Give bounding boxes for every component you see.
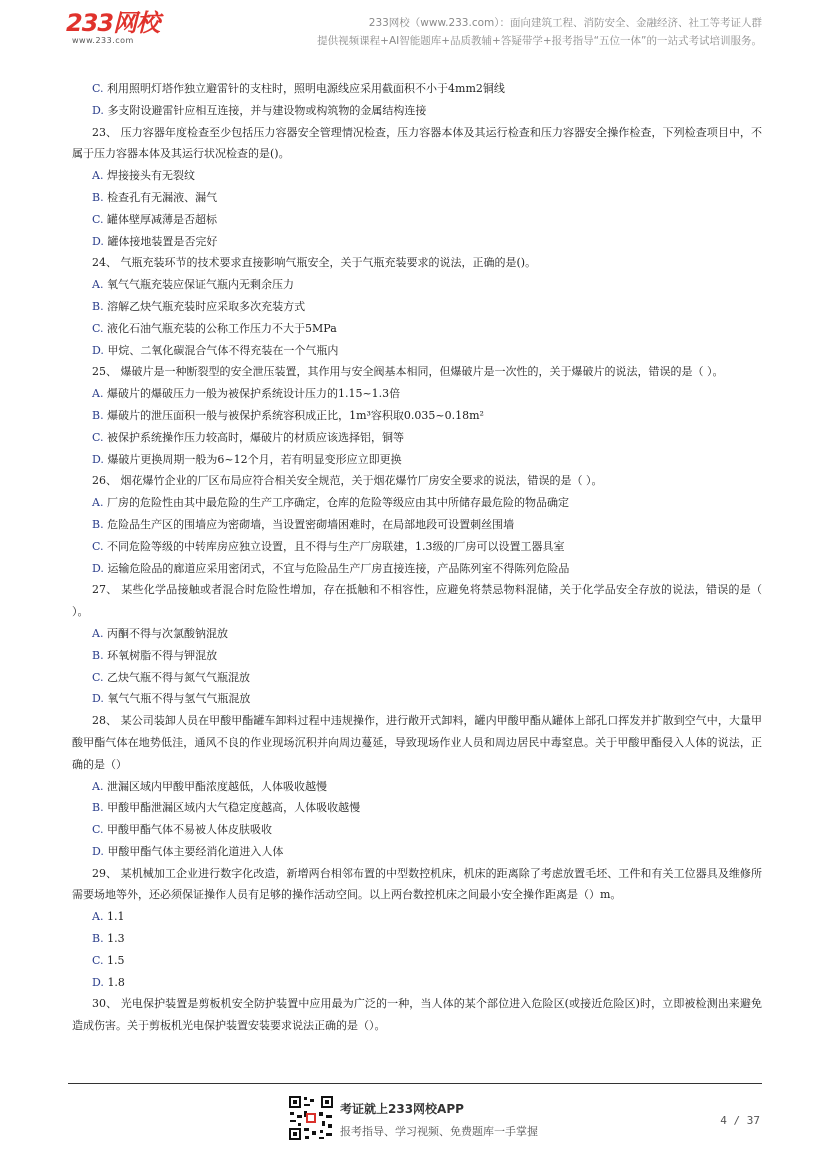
option-text: 不同危险等级的中转库房应独立设置，且不得与生产厂房联建，1.3级的厂房可以设置工器具室 xyxy=(107,539,565,553)
qr-code-icon[interactable] xyxy=(288,1095,334,1141)
answer-option xyxy=(72,274,762,296)
option-text: 1.1 xyxy=(106,910,125,924)
option-text: 爆破片更换周期一般为6~12个月，若有明显变形应立即更换 xyxy=(107,452,402,466)
question-body: 25、 爆破片是一种断裂型的安全泄压装置，其作用与安全阀基本相同，但爆破片是一次性的，关于爆破片的说法，错误的是（ ）。 xyxy=(92,365,724,379)
option-letter: A. xyxy=(92,626,104,640)
header-line-2: 提供视频课程+AI智能题库+品质教辅+答疑带学+报考指导“五位一体”的一站式考试培训服务。 xyxy=(317,35,762,47)
option-letter: D. xyxy=(92,343,104,357)
answer-option xyxy=(72,296,762,318)
option-letter: B. xyxy=(92,801,104,815)
option-letter: D. xyxy=(92,452,104,466)
option-letter: C. xyxy=(92,430,104,444)
answer-option xyxy=(72,841,762,863)
question-text xyxy=(72,122,762,166)
question-body: 27、 某些化学品接触或者混合时危险性增加，存在抵触和不相容性，应避免将禁忌物料混储，关于化学品安全存放的说法，错误的是（ ）。 xyxy=(72,583,762,619)
answer-option xyxy=(72,231,762,253)
option-letter: A. xyxy=(92,910,104,924)
option-letter: B. xyxy=(92,190,104,204)
option-letter: B. xyxy=(92,299,104,313)
option-text: 罐体接地装置是否完好 xyxy=(107,234,218,248)
answer-option xyxy=(72,667,762,689)
header-line-1: 233网校（www.233.com）：面向建筑工程、消防安全、金融经济、社工等考证人群 xyxy=(368,17,762,29)
document-body xyxy=(72,78,762,1037)
option-letter: C. xyxy=(92,212,104,226)
answer-option xyxy=(72,645,762,667)
app-promo-title: 考证就上233网校APP xyxy=(340,1102,464,1116)
question-text xyxy=(72,361,762,383)
answer-option xyxy=(72,209,762,231)
question-text xyxy=(72,863,762,907)
option-text: 爆破片的爆破压力一般为被保护系统设计压力的1.15~1.3倍 xyxy=(106,387,401,401)
option-text: 被保护系统操作压力较高时，爆破片的材质应该选择铝，铜等 xyxy=(107,430,405,444)
option-letter: C. xyxy=(92,82,104,95)
answer-option xyxy=(72,688,762,710)
answer-option xyxy=(72,819,762,841)
answer-option xyxy=(72,78,762,100)
answer-option xyxy=(72,536,762,558)
answer-option xyxy=(72,623,762,645)
question-body: 24、 气瓶充装环节的技术要求直接影响气瓶安全，关于气瓶充装要求的说法，正确的是()。 xyxy=(92,256,537,270)
option-text: 运输危险品的廊道应采用密闭式，不宜与危险品生产厂房直接连接，产品陈列室不得陈列危险品 xyxy=(107,561,570,575)
question-text xyxy=(72,993,762,1037)
option-letter: B. xyxy=(92,932,104,946)
option-letter: C. xyxy=(92,539,104,553)
option-text: 厂房的危险性由其中最危险的生产工序确定，仓库的危险等级应由其中所储存最危险的物品确定 xyxy=(106,496,569,510)
answer-option xyxy=(72,776,762,798)
question-body: 23、 压力容器年度检查至少包括压力容器安全管理情况检查，压力容器本体及其运行检查和压力容器安全操作检查，下列检查项目中，不属于压力容器本体及其运行状况检查的是()。 xyxy=(72,125,762,161)
answer-option xyxy=(72,558,762,580)
question-body: 29、 某机械加工企业进行数字化改造，新增两台相邻布置的中型数控机床，机床的距离除了考虑放置毛坯、工件和有关工位器具及维修所需要场地等外，还必须保证操作人员有足够的操作活动空间。以上两台数控机床之间最小安全操作距离是（）m。 xyxy=(72,866,762,902)
answer-option xyxy=(72,449,762,471)
question-text xyxy=(72,710,762,775)
answer-option xyxy=(72,100,762,122)
logo-text: 233网校 xyxy=(66,9,160,37)
option-letter: A. xyxy=(92,779,104,793)
answer-option xyxy=(72,165,762,187)
option-letter: C. xyxy=(92,823,104,837)
question-text xyxy=(72,252,762,274)
option-letter: C. xyxy=(92,670,104,684)
option-text: 甲酸甲酯泄漏区域内大气稳定度越高，人体吸收越慢 xyxy=(107,801,361,815)
option-letter: C. xyxy=(92,953,104,967)
option-letter: A. xyxy=(92,169,104,183)
option-text: 多支附设避雷针应相互连接，并与建设物或构筑物的金属结构连接 xyxy=(107,103,427,117)
option-letter: A. xyxy=(92,387,104,401)
answer-option xyxy=(72,405,762,427)
answer-option xyxy=(72,340,762,362)
question-text xyxy=(72,579,762,623)
option-text: 液化石油气瓶充装的公称工作压力不大于5MPa xyxy=(107,321,337,335)
question-body: 26、 烟花爆竹企业的厂区布局应符合相关安全规范，关于烟花爆竹厂房安全要求的说法，错误的是（ ）。 xyxy=(92,474,603,488)
answer-option xyxy=(72,906,762,928)
answer-option xyxy=(72,492,762,514)
answer-option xyxy=(72,383,762,405)
question-body: 28、 某公司装卸人员在甲酸甲酯罐车卸料过程中违规操作，进行敞开式卸料，罐内甲酸甲酯从罐体上部孔口挥发并扩散到空气中，大量甲酸甲酯气体在地势低洼，通风不良的作业现场沉积并向周边蔓延，导致现场作业人员和周边居民中毒窒息。关于甲酸甲酯侵入人体的说法，正确的是（） xyxy=(72,714,762,771)
option-text: 利用照明灯塔作独立避雷针的支柱时，照明电源线应采用截面积不小于4mm2铜线 xyxy=(107,82,505,95)
option-text: 1.3 xyxy=(107,932,125,946)
footer-divider xyxy=(68,1083,762,1084)
option-text: 泄漏区域内甲酸甲酯浓度越低，人体吸收越慢 xyxy=(106,779,327,793)
option-letter: B. xyxy=(92,648,104,662)
option-letter: B. xyxy=(92,517,104,531)
option-letter: B. xyxy=(92,408,104,422)
option-letter: C. xyxy=(92,321,104,335)
option-text: 罐体壁厚减薄是否超标 xyxy=(107,212,218,226)
option-text: 丙酮不得与次氯酸钠混放 xyxy=(106,626,228,640)
answer-option xyxy=(72,928,762,950)
answer-option xyxy=(72,427,762,449)
option-text: 甲酸甲酯气体不易被人体皮肤吸收 xyxy=(107,823,273,837)
option-text: 乙炔气瓶不得与氮气气瓶混放 xyxy=(107,670,251,684)
option-letter: D. xyxy=(92,692,104,706)
option-text: 1.5 xyxy=(107,953,125,967)
answer-option xyxy=(72,950,762,972)
logo-url: www.233.com xyxy=(72,36,134,45)
option-text: 焊接接头有无裂纹 xyxy=(106,169,195,183)
answer-option xyxy=(72,318,762,340)
answer-option xyxy=(72,187,762,209)
page-header xyxy=(0,0,830,62)
option-text: 检查孔有无漏液、漏气 xyxy=(107,190,218,204)
option-letter: D. xyxy=(92,975,104,989)
option-text: 溶解乙炔气瓶充装时应采取多次充装方式 xyxy=(107,299,306,313)
option-text: 环氧树脂不得与钾混放 xyxy=(107,648,218,662)
page-number: 4 / 37 xyxy=(720,1114,760,1127)
option-text: 甲烷、二氧化碳混合气体不得充装在一个气瓶内 xyxy=(107,343,339,357)
option-letter: D. xyxy=(92,561,104,575)
header-tagline xyxy=(317,14,762,50)
option-text: 爆破片的泄压面积一般与被保护系统容积成正比，1m³容积取0.035~0.18m² xyxy=(107,408,484,422)
option-text: 危险品生产区的围墙应为密砌墙，当设置密砌墙困难时，在局部地段可设置刺丝围墙 xyxy=(107,517,515,531)
option-letter: D. xyxy=(92,234,104,248)
app-promo-subtitle: 报考指导、学习视频、免费题库一手掌握 xyxy=(340,1125,538,1138)
answer-option xyxy=(72,972,762,994)
option-text: 氧气气瓶充装应保证气瓶内无剩余压力 xyxy=(106,278,294,292)
option-text: 氧气气瓶不得与氢气气瓶混放 xyxy=(107,692,251,706)
answer-option xyxy=(72,514,762,536)
option-letter: A. xyxy=(92,496,104,510)
question-text xyxy=(72,470,762,492)
option-text: 1.8 xyxy=(107,975,125,989)
option-text: 甲酸甲酯气体主要经消化道进入人体 xyxy=(107,844,284,858)
option-letter: D. xyxy=(92,844,104,858)
answer-option xyxy=(72,797,762,819)
option-letter: A. xyxy=(92,278,104,292)
logo[interactable] xyxy=(66,10,159,45)
question-body: 30、 光电保护装置是剪板机安全防护装置中应用最为广泛的一种，当人体的某个部位进入危险区(或接近危险区)时，立即被检测出来避免造成伤害。关于剪板机光电保护装置安装要求说法正确的是（）。 xyxy=(72,997,762,1033)
option-letter: D. xyxy=(92,103,104,117)
